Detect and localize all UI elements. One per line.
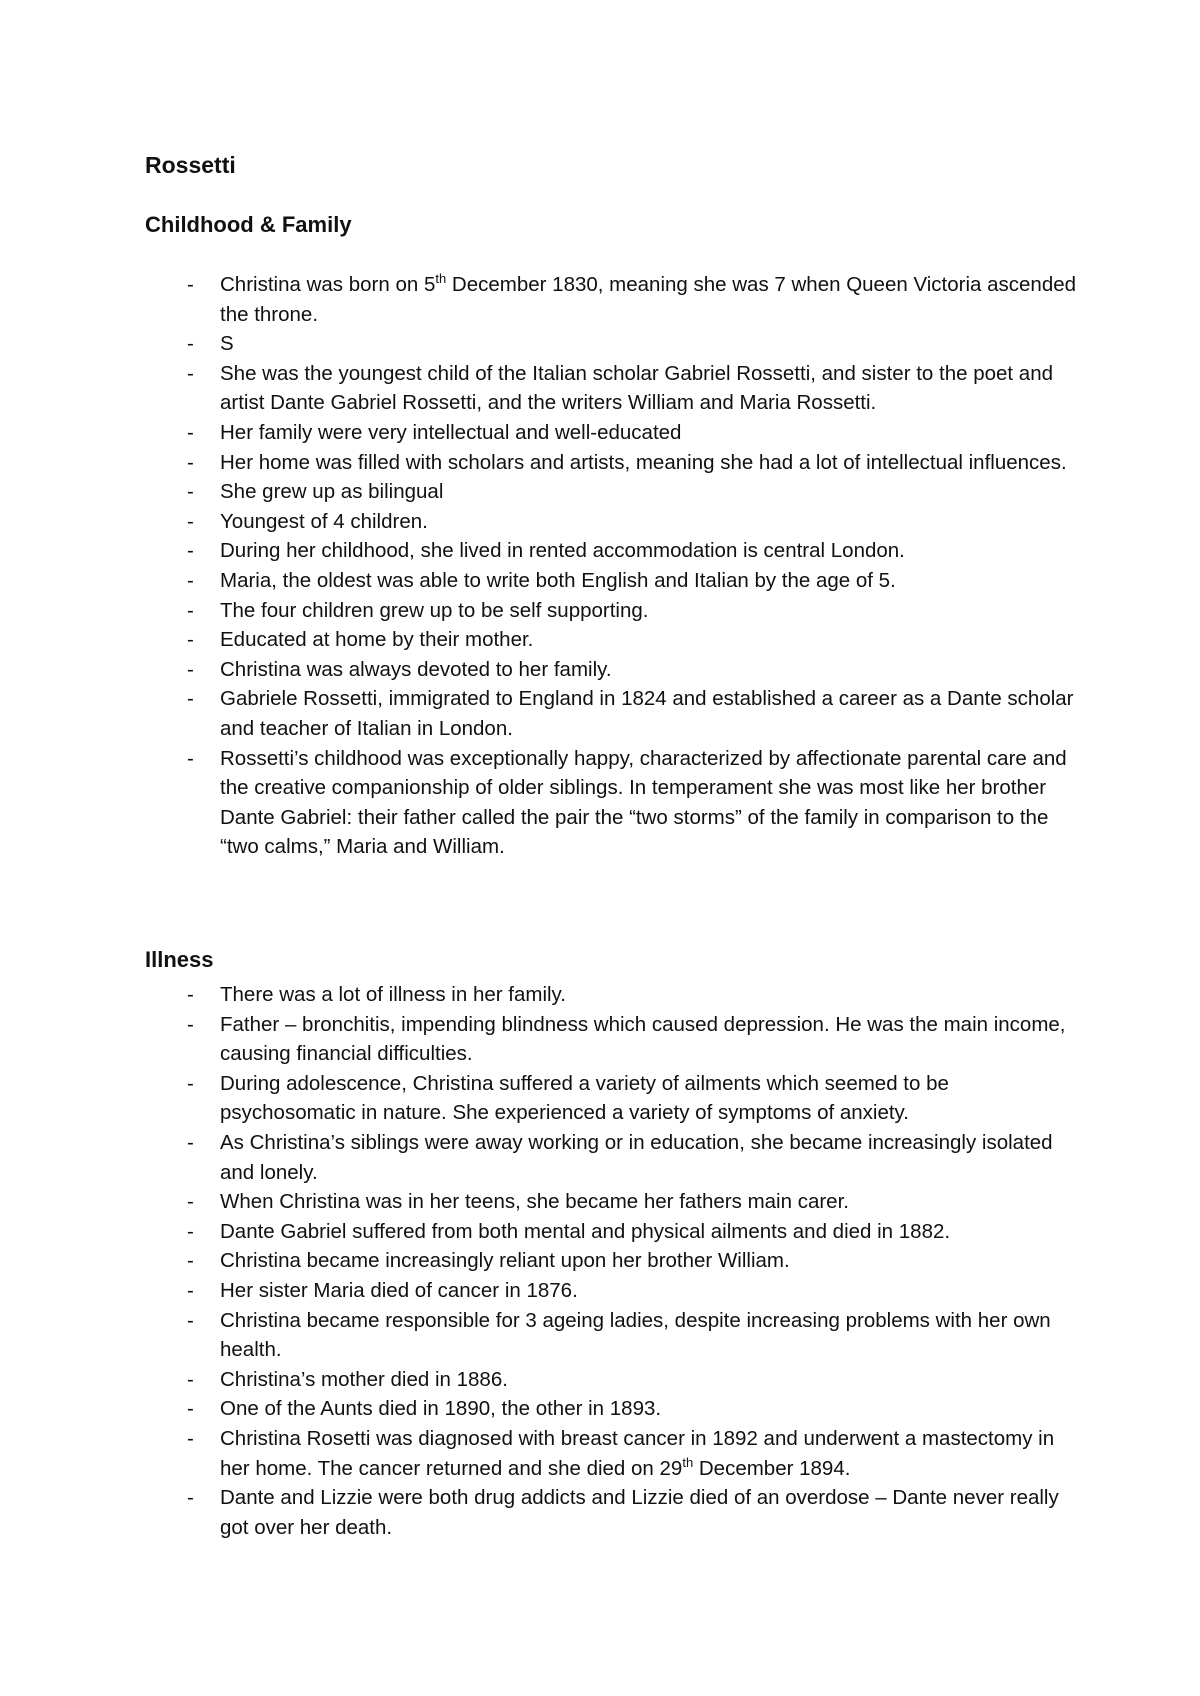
list-item	[0, 1276, 1080, 1306]
list-item-text: Her family were very intellectual and well-educated	[220, 420, 682, 444]
list-item-text: Christina was always devoted to her family.	[220, 657, 612, 681]
list-item	[0, 448, 1080, 478]
list-item-text: Father – bronchitis, impending blindness which caused depression. He was the main income, causing financial difficulties.	[220, 1012, 1066, 1066]
bullet-marker: -	[187, 983, 194, 1006]
list-item	[0, 359, 1080, 418]
bullet-marker: -	[187, 1426, 194, 1450]
list-item	[0, 270, 1080, 329]
bullet-marker: -	[187, 628, 194, 652]
list-item-text: Youngest of 4 children.	[220, 509, 428, 533]
bullet-marker: -	[187, 1486, 194, 1510]
list-item	[0, 1246, 1080, 1276]
bullet-marker: -	[187, 598, 194, 622]
section-heading-childhood-family: Childhood & Family	[145, 212, 352, 237]
illness-list	[0, 980, 1200, 1542]
list-item-text: Dante Gabriel suffered from both mental and physical ailments and died in 1882.	[220, 1219, 951, 1243]
list-item	[0, 1217, 1080, 1247]
bullet-marker: -	[187, 1367, 194, 1391]
list-item-text: Maria, the oldest was able to write both English and Italian by the age of 5.	[220, 568, 896, 592]
list-item-text-part: Christina Rosetti was diagnosed with breast cancer in 1892 and underwent a mastectomy in her home. The cancer returned and she died on 29	[220, 1426, 1055, 1480]
bullet-marker: -	[187, 1219, 194, 1243]
bullet-marker: -	[187, 420, 194, 444]
list-item	[0, 1483, 1080, 1542]
list-item-text: Christina became responsible for 3 ageing ladies, despite increasing problems with her own health.	[220, 1308, 1051, 1362]
bullet-marker: -	[187, 746, 194, 770]
bullet-marker: -	[187, 687, 194, 711]
list-item-text: She grew up as bilingual	[220, 480, 444, 504]
bullet-marker: -	[187, 509, 194, 533]
list-item-text: The four children grew up to be self supporting.	[220, 598, 649, 622]
bullet-marker: -	[187, 273, 194, 296]
bullet-marker: -	[187, 480, 194, 504]
list-item-text: Christina became increasingly reliant upon her brother William.	[220, 1249, 790, 1273]
list-item	[0, 744, 1080, 862]
bullet-marker: -	[187, 1249, 194, 1273]
childhood-family-list	[0, 270, 1200, 862]
list-item	[0, 1365, 1080, 1395]
list-item-text: Educated at home by their mother.	[220, 628, 534, 652]
list-item	[0, 477, 1080, 507]
list-item	[0, 596, 1080, 626]
list-item-text: S	[220, 332, 234, 356]
list-item	[0, 507, 1080, 537]
list-item-text: As Christina’s siblings were away working or in education, she became increasingly isolated and lonely.	[220, 1130, 1053, 1184]
list-item-text-part: Christina was born on 5	[220, 273, 436, 296]
list-item-text: Her home was filled with scholars and artists, meaning she had a lot of intellectual influences.	[220, 450, 1067, 474]
list-item-text	[220, 273, 1076, 326]
ordinal-suffix: th	[682, 1454, 694, 1470]
list-item	[0, 418, 1080, 448]
list-item	[0, 1424, 1080, 1483]
list-item	[0, 1306, 1080, 1365]
list-item	[0, 1394, 1080, 1424]
list-item-text: One of the Aunts died in 1890, the other in 1893.	[220, 1397, 662, 1421]
bullet-marker: -	[187, 1397, 194, 1421]
ordinal-suffix: th	[435, 271, 447, 287]
bullet-marker: -	[187, 450, 194, 474]
list-item	[0, 1128, 1080, 1187]
list-item-text: During adolescence, Christina suffered a variety of ailments which seemed to be psychosomatic in nature. She experienced a variety of symptoms of anxiety.	[220, 1071, 949, 1125]
bullet-marker: -	[187, 568, 194, 592]
list-item	[0, 536, 1080, 566]
bullet-marker: -	[187, 361, 194, 385]
bullet-marker: -	[187, 1308, 194, 1332]
list-item-text: Her sister Maria died of cancer in 1876.	[220, 1278, 578, 1302]
bullet-marker: -	[187, 1130, 194, 1154]
list-item	[0, 329, 1080, 359]
bullet-marker: -	[187, 539, 194, 563]
list-item-text: Rossetti’s childhood was exceptionally happy, characterized by affectionate parental care and the creative companionship of older siblings. In temperament she was most like her brother Dante Gabriel: their father called the pair the “two storms” of the family in comparison to the “two calms,” Maria and William.	[220, 746, 1067, 859]
list-item-text: Christina’s mother died in 1886.	[220, 1367, 508, 1391]
bullet-marker: -	[187, 1278, 194, 1302]
list-item	[0, 1010, 1080, 1069]
list-item	[0, 566, 1080, 596]
list-item-text: Dante and Lizzie were both drug addicts and Lizzie died of an overdose – Dante never really got over her death.	[220, 1486, 1059, 1539]
document-title: Rossetti	[145, 152, 236, 178]
list-item-text: There was a lot of illness in her family.	[220, 983, 566, 1006]
list-item-text	[220, 1427, 1054, 1480]
list-item	[0, 625, 1080, 655]
bullet-marker: -	[187, 1190, 194, 1214]
list-item	[0, 980, 1080, 1010]
list-item-text: During her childhood, she lived in rented accommodation is central London.	[220, 539, 905, 563]
bullet-marker: -	[187, 332, 194, 356]
bullet-marker: -	[187, 657, 194, 681]
list-item-text: She was the youngest child of the Italian scholar Gabriel Rossetti, and sister to the poet and artist Dante Gabriel Rossetti, and the writers William and Maria Rossetti.	[220, 361, 1054, 415]
list-item	[0, 684, 1080, 743]
list-item-text-part: December 1830, meaning she was 7 when Queen Victoria ascended the throne.	[220, 273, 1077, 326]
bullet-marker: -	[187, 1012, 194, 1036]
bullet-marker: -	[187, 1071, 194, 1095]
list-item-text-part: December 1894.	[693, 1456, 851, 1480]
list-item-text: When Christina was in her teens, she became her fathers main carer.	[220, 1190, 849, 1214]
list-item	[0, 1187, 1080, 1217]
list-item	[0, 655, 1080, 685]
list-item	[0, 1069, 1080, 1128]
list-item-text: Gabriele Rossetti, immigrated to England in 1824 and established a career as a Dante scholar and teacher of Italian in London.	[220, 687, 1074, 740]
section-heading-illness: Illness	[145, 947, 214, 972]
